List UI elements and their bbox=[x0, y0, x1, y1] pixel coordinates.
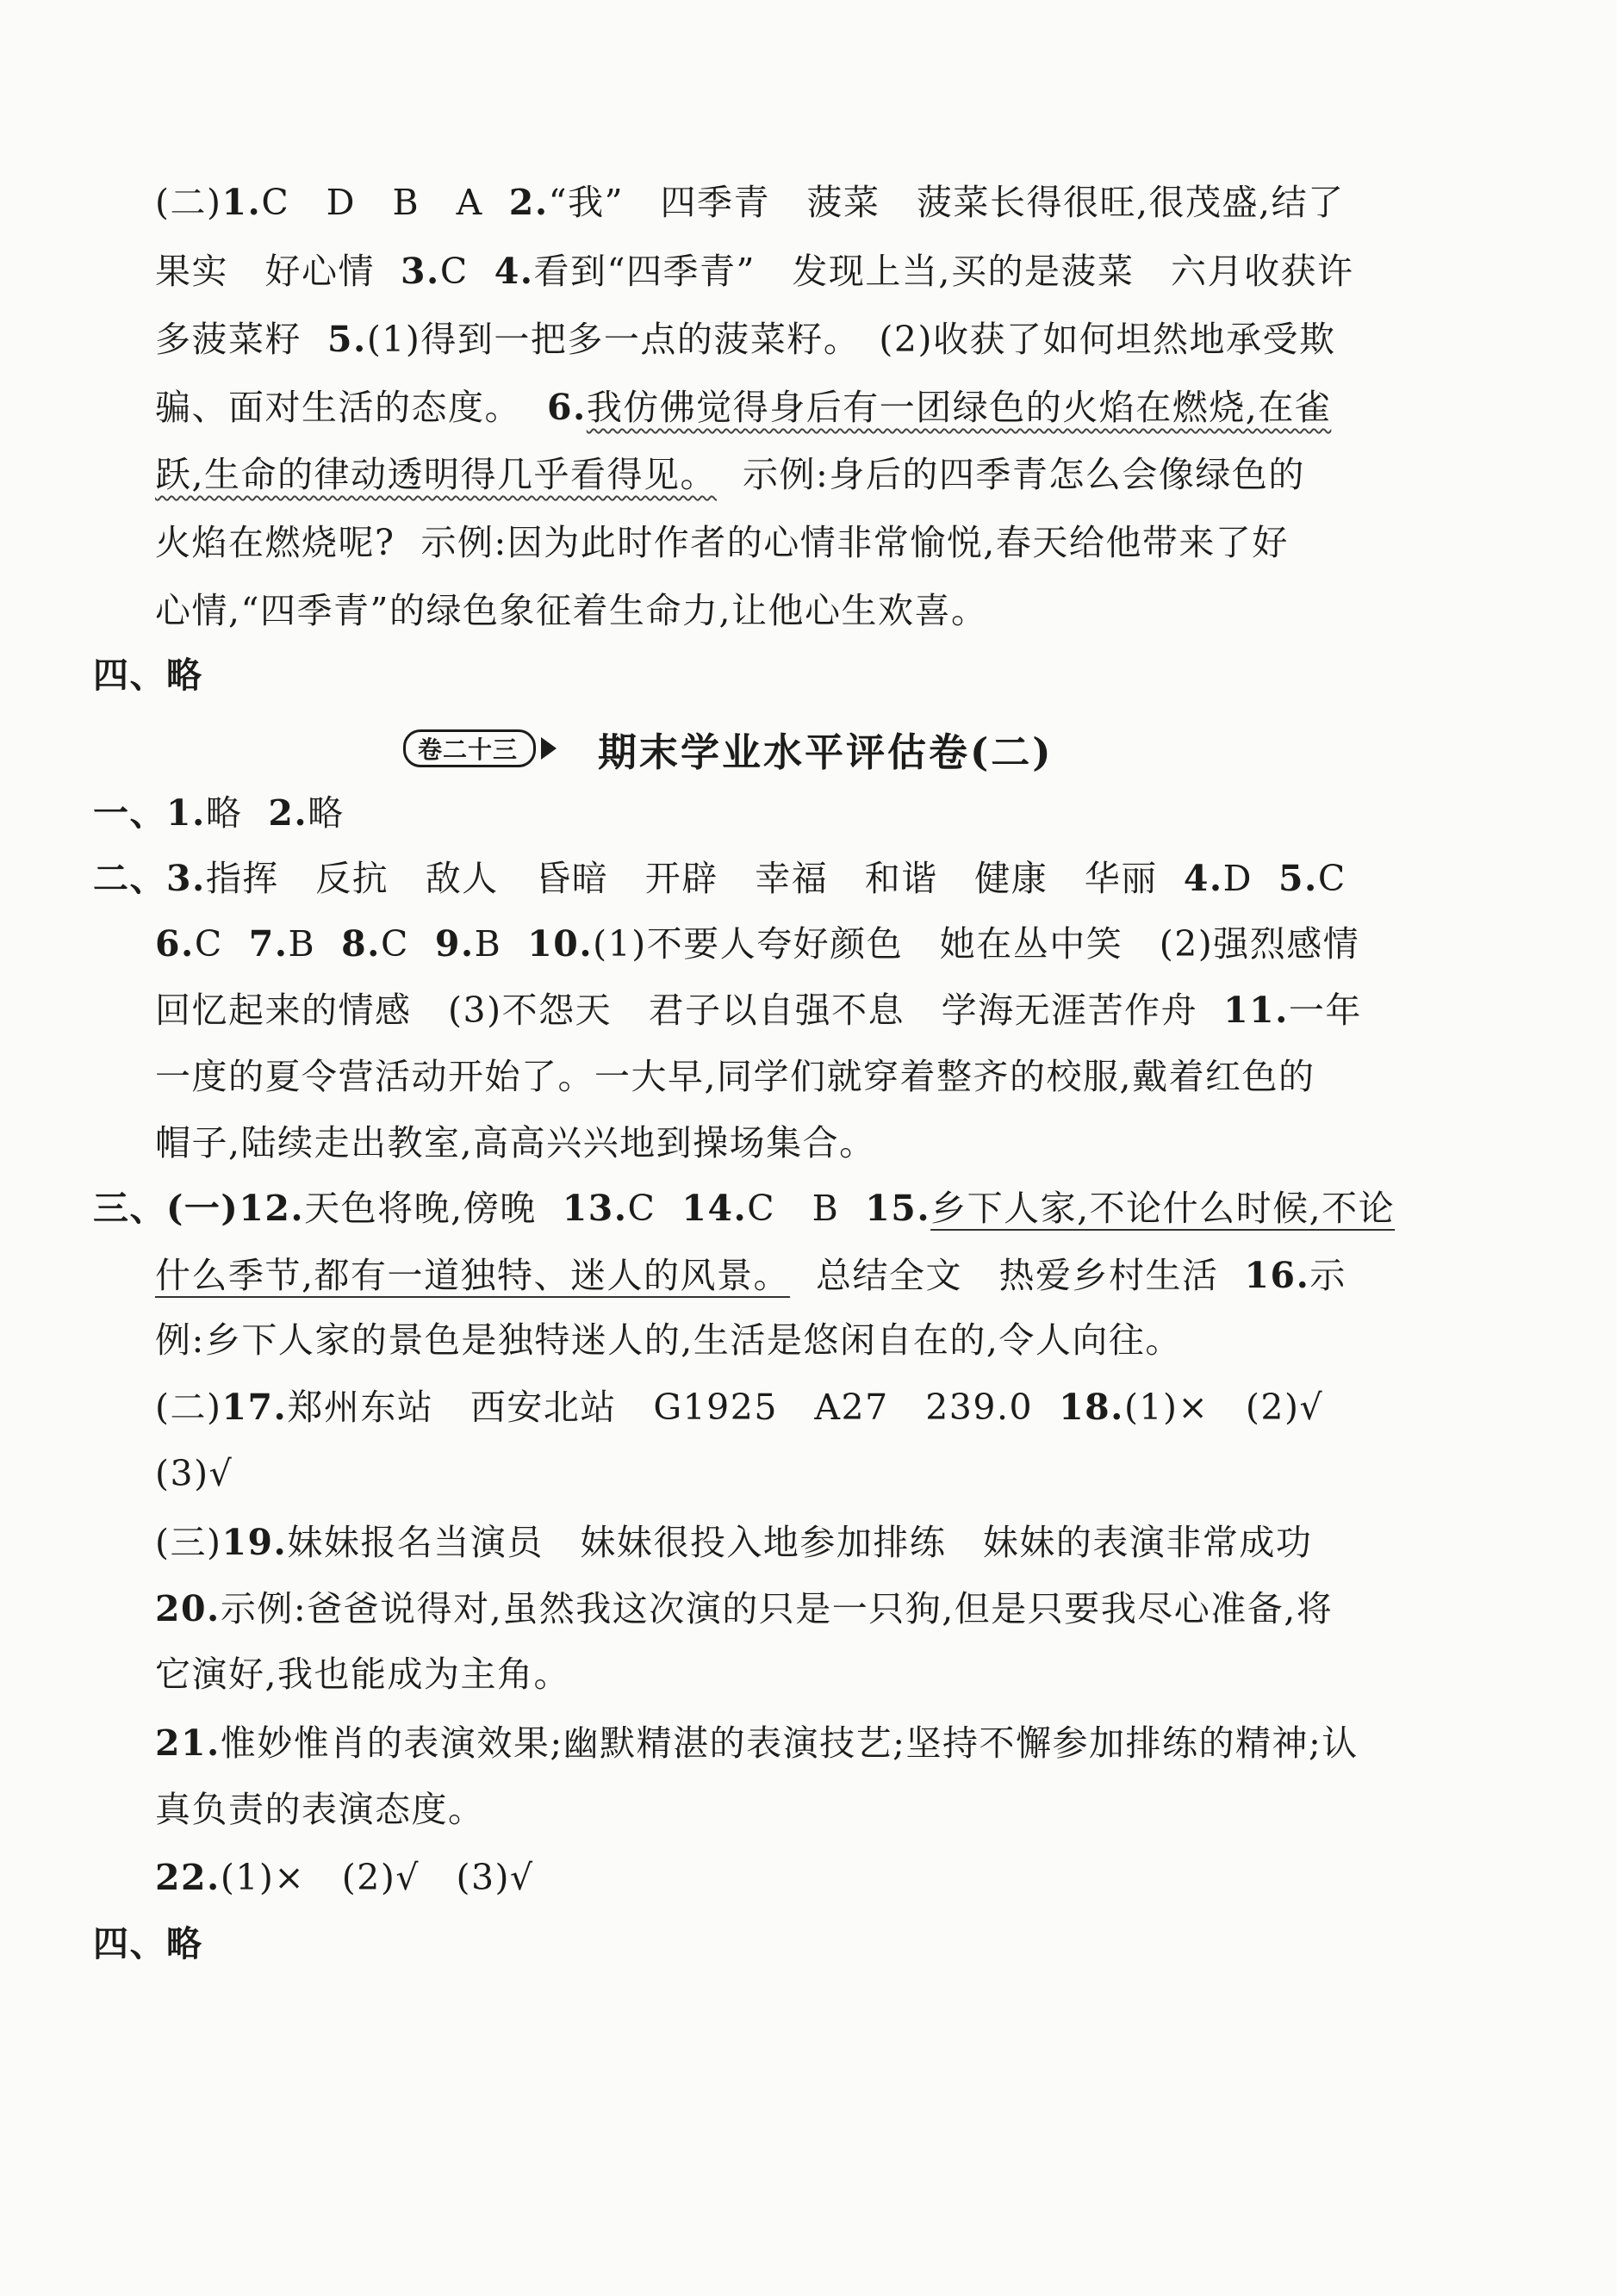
answer-line-21: 20.示例:爸爸说得对,虽然我这次演的只是一只狗,但是只要我尽心准备,将 bbox=[155, 1588, 1334, 1629]
answer-line-13: 一度的夏令营活动开始了。一大早,同学们就穿着整齐的校服,戴着红色的 bbox=[155, 1056, 1315, 1097]
answer-line-17: 例:乡下人家的景色是独特迷人的,生活是悠闲自在的,令人向往。 bbox=[155, 1319, 1182, 1361]
answer-line-3: 多菠菜籽 5.(1)得到一把多一点的菠菜籽。 (2)收获了如何坦然地承受欺 bbox=[155, 319, 1336, 360]
wavy-underlined-quote: 跃,生命的律动透明得几乎看得见。 bbox=[155, 454, 718, 495]
answer-line-6: 火焰在燃烧呢? 示例:因为此时作者的心情非常愉悦,春天给他带来了好 bbox=[155, 522, 1289, 563]
wavy-underlined-quote: 我仿佛觉得身后有一团绿色的火焰在燃烧,在雀 bbox=[586, 387, 1332, 428]
answer-line-25: 22.(1)× (2)√ (3)√ bbox=[155, 1857, 534, 1898]
answer-line-7: 心情,“四季青”的绿色象征着生命力,让他心生欢喜。 bbox=[155, 590, 988, 631]
section-four-heading: 四、略 bbox=[93, 655, 203, 696]
answer-line-12: 回忆起来的情感 (3)不怨天 君子以自强不息 学海无涯苦作舟 11.一年 bbox=[155, 990, 1362, 1031]
arrow-right-icon bbox=[541, 737, 557, 760]
underlined-quote: 什么季节,都有一道独特、迷人的风景。 bbox=[155, 1255, 791, 1296]
answer-line-1: (二)1.C D B A 2.“我” 四季青 菠菜 菠菜长得很旺,很茂盛,结了 bbox=[155, 182, 1345, 223]
answer-line-16: 什么季节,都有一道独特、迷人的风景。 总结全文 热爱乡村生活 16.示 bbox=[155, 1255, 1346, 1296]
answer-line-14: 帽子,陆续走出教室,高高兴兴地到操场集合。 bbox=[155, 1122, 876, 1164]
section-four-heading: 四、略 bbox=[93, 1923, 203, 1964]
answer-line-19: (3)√ bbox=[155, 1453, 233, 1494]
answer-line-24: 真负责的表演态度。 bbox=[155, 1789, 485, 1830]
answer-line-20: (三)19.妹妹报名当演员 妹妹很投入地参加排练 妹妹的表演非常成功 bbox=[155, 1522, 1313, 1563]
answer-line-15: 三、(一)12.天色将晚,傍晚 13.C 14.C B 15.乡下人家,不论什么时候,不论 bbox=[93, 1188, 1396, 1229]
answer-line-4: 骗、面对生活的态度。 6.我仿佛觉得身后有一团绿色的火焰在燃烧,在雀 bbox=[155, 387, 1332, 428]
answer-line-11: 6.C 7.B 8.C 9.B 10.(1)不要人夸好颜色 她在丛中笑 (2)强烈感情 bbox=[155, 923, 1360, 965]
answer-line-23: 21.惟妙惟肖的表演效果;幽默精湛的表演技艺;坚持不懈参加排练的精神;认 bbox=[155, 1722, 1359, 1764]
underlined-quote: 乡下人家,不论什么时候,不论 bbox=[930, 1188, 1396, 1229]
exam-title-banner bbox=[403, 723, 1054, 773]
answer-line-9: 一、1.略 2.略 bbox=[93, 792, 345, 834]
answer-line-22: 它演好,我也能成为主角。 bbox=[155, 1654, 571, 1695]
answer-line-18: (二)17.郑州东站 西安北站 G1925 A27 239.0 18.(1)× (2)√ bbox=[155, 1387, 1324, 1428]
paper-number-badge: 卷二十三 bbox=[403, 729, 536, 767]
answer-line-2: 果实 好心情 3.C 4.看到“四季青” 发现上当,买的是菠菜 六月收获许 bbox=[155, 251, 1354, 292]
answer-line-10: 二、3.指挥 反抗 敌人 昏暗 开辟 幸福 和谐 健康 华丽 4.D 5.C bbox=[93, 858, 1346, 899]
exam-title: 期末学业水平评估卷(二) bbox=[598, 729, 1054, 775]
answer-line-5: 跃,生命的律动透明得几乎看得见。 示例:身后的四季青怎么会像绿色的 bbox=[155, 454, 1305, 495]
